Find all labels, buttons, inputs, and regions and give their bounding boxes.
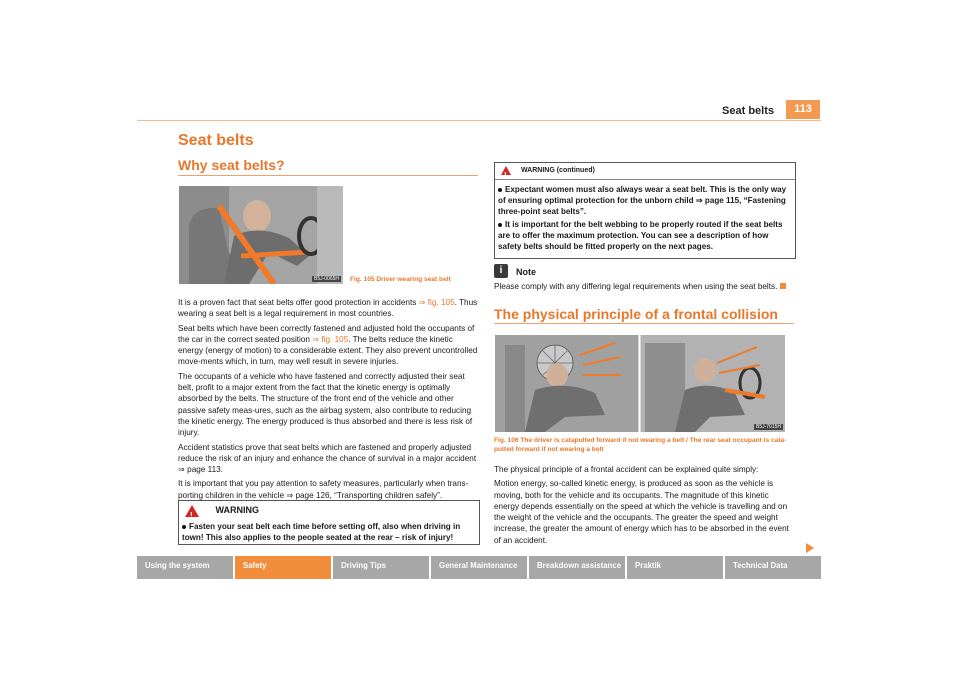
right-paragraph-2: Motion energy, so-called kinetic energy, is produced as soon as the vehicle is moving, both for the vehicle and its occupants. The magnitude of this kinetic energy depends essentially on the speed at which the vehicle is travelling and on the weight of the vehicle and the occupants. The greater the speed and weight increase, the greater the amount of energy which has to be absorbed in the event of an accident.	[494, 479, 789, 545]
tab-safety[interactable]: Safety	[235, 556, 331, 579]
chapter-nav	[137, 556, 821, 579]
warning-title: WARNING	[215, 505, 260, 515]
figure-code: B5J-7015H	[755, 424, 781, 430]
right-body	[494, 464, 796, 549]
tab-praktik[interactable]: Praktik	[627, 556, 723, 579]
tab-general-maintenance[interactable]: General Maintenance	[431, 556, 527, 579]
right-heading-rule	[494, 323, 794, 324]
figure-106-collision	[495, 335, 785, 432]
warning-box	[178, 500, 480, 545]
figure-105-caption: Fig. 105 Driver wearing seat belt	[350, 276, 451, 283]
fig-105-link[interactable]: ⇒ fig. 105	[418, 298, 455, 307]
warning-triangle-icon	[185, 505, 199, 517]
driver-illustration	[179, 186, 343, 284]
end-marker-icon	[780, 283, 786, 289]
warning-text: Fasten your seat belt each time before setting off, also when driving in town! This also applies to the people seated at the rear – risk of injury!	[182, 522, 461, 542]
right-heading: The physical principle of a frontal collision	[494, 306, 778, 322]
right-paragraph-1: The physical principle of a frontal accident can be explained quite simply:	[494, 465, 759, 474]
figure-106-caption: Fig. 106 The driver is catapulted forward if not wearing a belt / The rear seat occupant is cata-pulted forward if not wearing a belt	[494, 437, 787, 453]
note-icon: i	[494, 264, 508, 278]
left-paragraph-2: Seat belts which have been correctly fastened and adjusted hold the occupants of the car in the correct seated position ⇒ fig. 105. The belts reduce the kinetic energy (energy of motion) to a considerable extent. They also prevent uncontrolled move-ments which, in turn, may well result in severe injuries.	[178, 323, 478, 367]
tab-technical-data[interactable]: Technical Data	[725, 556, 821, 579]
note-title: Note	[516, 267, 536, 277]
next-page-arrow-icon[interactable]	[806, 543, 814, 553]
warning-triangle-icon	[501, 166, 511, 175]
figure-105-driver-belt	[179, 186, 343, 284]
warning-bullet: It is important for the belt webbing to be properly routed if the seat belts are to offer the maximum protection. You can see a description of how safety belts should be fitted properly on the next pages.	[498, 220, 783, 251]
left-heading: Why seat belts?	[178, 157, 285, 173]
note-text: Please comply with any differing legal requirements when using the seat belts.	[494, 282, 786, 291]
left-paragraph-1: It is a proven fact that seat belts offer good protection in accidents ⇒ fig. 105. Thus wearing a seat belt is a legal requirement in most countries.	[178, 298, 478, 319]
fig-105-link[interactable]: ⇒ fig. 105	[312, 334, 349, 344]
tab-breakdown-assistance[interactable]: Breakdown assistance	[529, 556, 625, 579]
warning-continued-box	[494, 162, 796, 259]
bullet-icon	[498, 188, 502, 192]
left-paragraph-4: Accident statistics prove that seat belts which are fastened and properly adjusted reduce the risk of an injury and enhance the chance of survival in a major accident ⇒ page 113.	[178, 442, 477, 475]
section-title: Seat belts	[178, 132, 254, 149]
left-body	[178, 297, 480, 504]
running-header-title: Seat belts	[722, 105, 774, 117]
collision-illustration	[495, 335, 785, 432]
bullet-icon	[498, 223, 502, 227]
left-heading-rule	[178, 175, 478, 176]
page-number: 113	[786, 100, 820, 119]
left-paragraph-3: The occupants of a vehicle who have fastened and correctly adjusted their seat belt, profit to a major extent from the fact that the kinetic energy is optimally absorbed by the belts. The structure of the front end of the vehicle and other passive safety meas-ures, such as the airbag system, also contribute to reducing the kinetic energy. The energy produced is thus absorbed and there is less risk of injury.	[178, 371, 473, 438]
figure-code: B5J-0065H	[313, 276, 339, 282]
left-paragraph-5: It is important that you pay attention to safety measures, particularly when trans-porting children in the vehicle ⇒ page 126, “Transporting children safely”.	[178, 479, 469, 500]
tab-driving-tips[interactable]: Driving Tips	[333, 556, 429, 579]
warning-continued-title: WARNING (continued)	[520, 167, 595, 174]
header-rule	[137, 120, 821, 121]
bullet-icon	[182, 525, 186, 529]
warning-bullet: Expectant women must also always wear a seat belt. This is the only way of ensuring optimal protection for the unborn child ⇒ page 115, “Fastening three-point seat belts”.	[498, 185, 787, 216]
tab-using-the-system[interactable]: Using the system	[137, 556, 233, 579]
